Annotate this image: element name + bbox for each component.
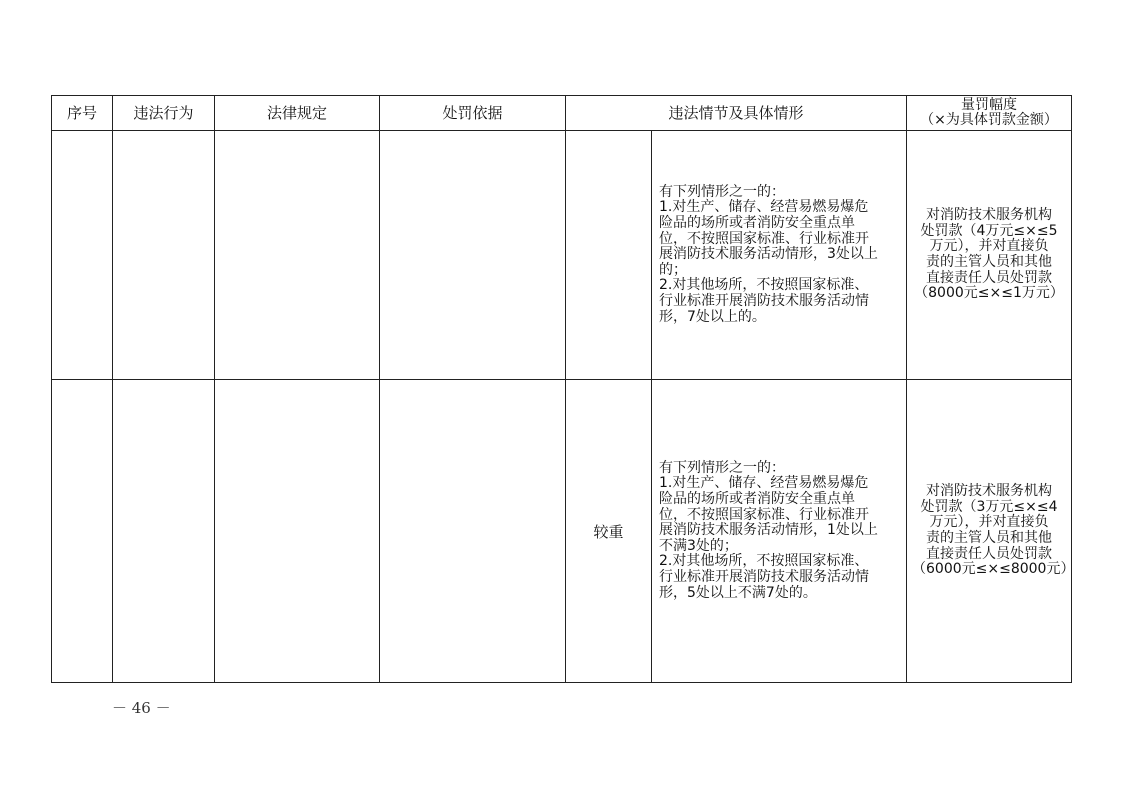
header-circumstance: 违法情节及具体情形 bbox=[566, 96, 907, 131]
table-row bbox=[52, 380, 1072, 683]
detail-line: 展消防技术服务活动情形，1处以上 bbox=[659, 522, 878, 539]
cell-law bbox=[215, 131, 380, 380]
detail-line: 2.对其他场所，不按照国家标准、 bbox=[659, 553, 869, 570]
cell-law bbox=[215, 380, 380, 683]
range-line: 对消防技术服务机构 bbox=[926, 207, 1053, 224]
detail-line: 有下列情形之一的： bbox=[659, 183, 785, 200]
cell-basis bbox=[380, 131, 566, 380]
detail-line: 位，不按照国家标准、行业标准开 bbox=[659, 230, 869, 247]
range-line: 责的主管人员和其他 bbox=[926, 530, 1053, 546]
header-penalty-range-title: 量罚幅度 bbox=[961, 97, 1018, 113]
detail-line: 1.对生产、储存、经营易燃易爆危 bbox=[659, 475, 869, 492]
range-line: 处罚款（4万元≤×≤5 bbox=[920, 222, 1058, 239]
range-line: 处罚款（3万元≤×≤4 bbox=[920, 498, 1058, 515]
range-line: （8000元≤×≤1万元） bbox=[914, 285, 1064, 302]
cell-basis bbox=[380, 380, 566, 683]
header-penalty-range bbox=[907, 96, 1072, 131]
range-line: 责的主管人员和其他 bbox=[926, 254, 1053, 270]
header-violation: 违法行为 bbox=[113, 96, 215, 131]
detail-line: 行业标准开展消防技术服务活动情 bbox=[659, 568, 869, 585]
cell-number bbox=[52, 380, 113, 683]
detail-line: 位，不按照国家标准、行业标准开 bbox=[659, 506, 869, 523]
range-line: 万元），并对直接负 bbox=[929, 238, 1049, 255]
cell-violation bbox=[113, 131, 215, 380]
header-basis: 处罚依据 bbox=[380, 96, 566, 131]
cell-level bbox=[566, 131, 652, 380]
range-line: （6000元≤×≤8000元） bbox=[912, 561, 1075, 578]
cell-violation bbox=[113, 380, 215, 683]
cell-detail bbox=[652, 380, 907, 683]
range-line: 万元），并对直接负 bbox=[929, 514, 1049, 531]
detail-line: 不满3处的； bbox=[659, 537, 738, 554]
range-line: 对消防技术服务机构 bbox=[926, 483, 1053, 500]
detail-line: 展消防技术服务活动情形，3处以上 bbox=[659, 246, 878, 263]
detail-line: 有下列情形之一的： bbox=[659, 459, 785, 476]
cell-number bbox=[52, 131, 113, 380]
detail-line: 险品的场所或者消防安全重点单 bbox=[659, 491, 855, 508]
header-number: 序号 bbox=[52, 96, 113, 131]
range-line: 直接责任人员处罚款 bbox=[926, 545, 1053, 562]
detail-line: 的； bbox=[659, 261, 687, 278]
header-penalty-range-note: （×为具体罚款金额） bbox=[920, 112, 1058, 128]
header-law: 法律规定 bbox=[215, 96, 380, 131]
cell-penalty-range bbox=[907, 380, 1075, 683]
detail-line: 2.对其他场所，不按照国家标准、 bbox=[659, 277, 869, 294]
detail-line: 行业标准开展消防技术服务活动情 bbox=[659, 292, 869, 309]
range-line: 直接责任人员处罚款 bbox=[926, 269, 1053, 286]
penalty-table bbox=[51, 95, 1075, 683]
detail-line: 1.对生产、储存、经营易燃易爆危 bbox=[659, 199, 869, 216]
detail-line: 形，5处以上不满7处的。 bbox=[659, 584, 817, 601]
page-number: － 46 － bbox=[112, 699, 171, 717]
cell-level: 较重 bbox=[566, 380, 652, 683]
cell-detail bbox=[652, 131, 907, 380]
detail-line: 形，7处以上的。 bbox=[659, 308, 766, 325]
detail-line: 险品的场所或者消防安全重点单 bbox=[659, 215, 855, 232]
cell-penalty-range bbox=[907, 131, 1072, 380]
table-row bbox=[52, 131, 1072, 380]
table-header-row bbox=[52, 96, 1072, 131]
